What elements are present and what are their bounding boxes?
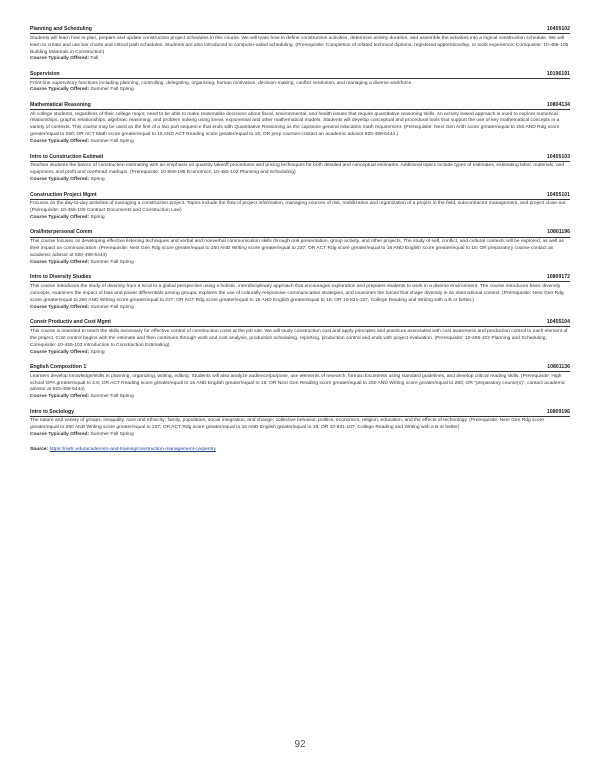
course-description: Students will learn how to plan, prepare and update construction project schedules in this course. We will learn how to define construction activities, determine activity duration, and assemble the activities into a logical construction schedule. We will learn to create and use bar charts and critical path schedules. Students are also introduced to computer-aided scheduling. (Prerequisite: Completion of related technical diploma, registered apprenticeship, or work experience; Corequisite: 10-455-105 Building Materials in Construction) bbox=[30, 35, 569, 55]
course-header bbox=[30, 71, 570, 79]
course-code: 10804134 bbox=[546, 101, 570, 108]
course-entry bbox=[30, 409, 570, 439]
course-code: 10455102 bbox=[546, 26, 570, 32]
course-code: 10809196 bbox=[546, 408, 570, 415]
course-code: 10455104 bbox=[546, 319, 570, 326]
offered-terms: Spring bbox=[90, 349, 105, 355]
course-description: Learners develop knowledge/skills in planning, organizing, writing, editing. Students will also analyze audience/purpose, use elements of research, format documents using standard guidelines, and develop critical reading skills. (Prerequisite: High school GPA greater/equal to 2.6; OR ACT Reading score greater/equal to 16 AND English greater/equal to 18; OR Next Gen Reading score greater/equal to 250 AND Writing score greater/equal to 260; OR "preparatory course(s)", contact academic advisor at 920-498-5444) bbox=[30, 373, 566, 393]
offered-label: Course Typically Offered: bbox=[30, 304, 90, 310]
course-list bbox=[30, 26, 570, 453]
course-header bbox=[30, 192, 570, 200]
offered-label: Course Typically Offered: bbox=[30, 394, 90, 400]
course-entry bbox=[30, 274, 570, 311]
offered-terms: Summer Fall Spring bbox=[90, 432, 134, 438]
course-header bbox=[30, 274, 570, 282]
course-offered bbox=[30, 87, 570, 94]
course-code: 10455103 bbox=[546, 153, 570, 160]
course-code: 10455101 bbox=[546, 191, 570, 198]
course-title: Planning and Scheduling bbox=[30, 26, 92, 32]
offered-label: Course Typically Offered: bbox=[30, 177, 90, 183]
offered-terms: Summer Fall Spring bbox=[90, 87, 134, 93]
source-label: Source: bbox=[30, 446, 49, 452]
course-header bbox=[30, 364, 570, 372]
course-description: Front-line supervisory functions including planning, controlling, delegating, organizing, human motivation, decision-making, conflict resolution, and managing a diverse workforce. bbox=[30, 80, 413, 86]
source-citation bbox=[30, 447, 570, 454]
course-entry bbox=[30, 192, 570, 222]
offered-terms: Summer Fall Spring bbox=[90, 259, 134, 265]
course-header bbox=[30, 102, 570, 110]
course-header bbox=[30, 229, 570, 237]
course-description: This course is intended to teach the skills necessary for effective control of construction costs at the job site. We will study construction cost and apply principles and practices associated with cost awareness and production control to each element of the project. Cost control begins with the estimate and then continues through work and cost analysis, production scheduling, reporting, production control and ends with project evaluation. (Prerequisite: 10-455-102 Planning and Scheduling; Corequisite: 10-455-103 Introduction to Construction Estimating) bbox=[30, 328, 568, 348]
course-description: Focuses on the day-to-day activities of managing a construction project. Topics include the flow of project information, managing sources of risk, mobilization and organization of a project in the field, subcontractor management, and project close-out. (Prerequisite: 10-455-100 Contract Documents and Construction Law) bbox=[30, 201, 567, 214]
course-description: Teaches students the basics of construction estimating with an emphasis on quantity takeoff procedures and pricing techniques for both detailed and conceptual estimates. Additional topics include types of estimates, estimating labor, materials, and equipment, and profit and overhead markups. (Prerequisite: 10-809-195 Economics, 10-455-102 Planning and Scheduling) bbox=[30, 163, 565, 176]
offered-label: Course Typically Offered: bbox=[30, 432, 90, 438]
offered-terms: Summer Fall Spring bbox=[90, 394, 134, 400]
course-title: Oral/Interpersonal Comm bbox=[30, 229, 93, 236]
offered-terms: Spring bbox=[90, 177, 105, 183]
course-offered bbox=[30, 260, 570, 267]
course-header bbox=[30, 26, 570, 34]
course-entry bbox=[30, 319, 570, 356]
course-offered bbox=[30, 139, 570, 146]
offered-terms: Spring bbox=[90, 215, 105, 221]
course-entry bbox=[30, 229, 570, 266]
course-offered bbox=[30, 56, 570, 63]
course-header bbox=[30, 409, 570, 417]
course-entry bbox=[30, 102, 570, 146]
offered-terms: Fall bbox=[90, 56, 99, 62]
offered-label: Course Typically Offered: bbox=[30, 215, 90, 221]
course-offered bbox=[30, 394, 570, 401]
course-code: 10809172 bbox=[546, 274, 570, 281]
source-link[interactable]: https://nwtc.edu/academics-and-training/construction-management-carpentry bbox=[49, 446, 216, 452]
offered-label: Course Typically Offered: bbox=[30, 56, 90, 62]
course-entry bbox=[30, 71, 570, 95]
course-header bbox=[30, 154, 570, 162]
offered-terms: Summer Fall Spring bbox=[90, 139, 134, 145]
course-offered bbox=[30, 432, 570, 439]
page-number: 92 bbox=[294, 739, 306, 750]
course-entry bbox=[30, 26, 570, 63]
course-title: Mathematical Reasoning bbox=[30, 101, 91, 108]
course-title: English Composition 1 bbox=[30, 363, 87, 370]
course-code: 10801196 bbox=[547, 229, 570, 236]
course-description: The nature and variety of groups; inequality, race and ethnicity; family, population, social integration, and change; collective behavior, politics, economics, religion, education, and the effects of technology. (Prerequisite: Next Gen Rdg score greater/equal to 250 AND Writing score greater/equal to 237; OR ACT Rdg score greater/equal to 16 AND English greater/equal to 18; OR 10-831-107, College Reading and Writing with a B or better) bbox=[30, 418, 544, 431]
course-code: 10196191 bbox=[546, 70, 570, 77]
course-offered bbox=[30, 215, 570, 222]
course-title: Constr Productiv and Cost Mgmt bbox=[30, 319, 111, 326]
offered-label: Course Typically Offered: bbox=[30, 259, 90, 265]
offered-label: Course Typically Offered: bbox=[30, 349, 90, 355]
offered-terms: Summer Fall Spring bbox=[90, 304, 134, 310]
course-offered bbox=[30, 350, 570, 357]
course-offered bbox=[30, 305, 570, 312]
course-code: 10801136 bbox=[547, 363, 570, 370]
course-entry bbox=[30, 364, 570, 401]
offered-label: Course Typically Offered: bbox=[30, 87, 90, 93]
offered-label: Course Typically Offered: bbox=[30, 139, 90, 145]
course-title: Intro to Construction Estimati bbox=[30, 153, 104, 160]
course-header bbox=[30, 319, 570, 327]
course-description: This course focuses on developing effective listening techniques and verbal and nonverbal communication skills through oral presentation, group activity, and other projects. The study of self, conflict, and cultural contexts will be explored, as well as their impact on communication. (Prerequisite: Next Gen Rdg score greater/equal to 250 AND Writing score greater/equal to 237; OR ACT Rdg score greater/equal to 16 AND English score greater/equal to 18; OR preparatory course-contact an academic advisor at 920-498-5444) bbox=[30, 239, 564, 258]
course-title: Supervision bbox=[30, 70, 60, 77]
course-entry bbox=[30, 154, 570, 184]
course-title: Construction Project Mgmt bbox=[30, 191, 97, 198]
course-title: Intro to Sociology bbox=[30, 408, 75, 415]
course-title: Intro to Diversity Studies bbox=[30, 274, 92, 281]
course-description: This course introduces the study of diversity from a local to a global perspective using a holistic, interdisciplinary approach that encourages exploration and prepares students to work in a diverse environment. The course introduces basic diversity concepts, examines the impact of bias and power differentials among groups, explores the use of culturally-responsive communication strategies, and examines the forces that shape diversity in an international context. (Prerequisite: Next Gen Rdg score greater/equal to 250 AND Writing score greater/equal to 237; OR ACT Rdg score greater/equal to 16 AND English greater/equal to 18; OR 10-831-107, College Reading and Writing with a B or better.) bbox=[30, 283, 564, 303]
course-description: All college students, regardless of their college major, need to be able to make reasonable decisions about fiscal, environmental, and health issues that require quantitative reasoning skills. An activity based approach is used to explore numerical relationships, graphic relationships, algebraic reasoning, and problem solving using linear, exponential and other mathematical models. Students will develop conceptual and procedural tools that support the use of key mathematical concepts in a variety of contexts. This course may be used as the first of a two part sequence that ends with Quantitative Reasoning as the capstone general education math requirement. (Prerequisite: Next Gen Arith score greater/equal to 250 AND Rdg score greater/equal to 250; OR ACT Math score greater/equal to 15 AND ACT Reading score greater/equal to 16; OR prep courses-contact an academic advisor 920-498-5444.) bbox=[30, 111, 560, 138]
course-offered bbox=[30, 177, 570, 184]
